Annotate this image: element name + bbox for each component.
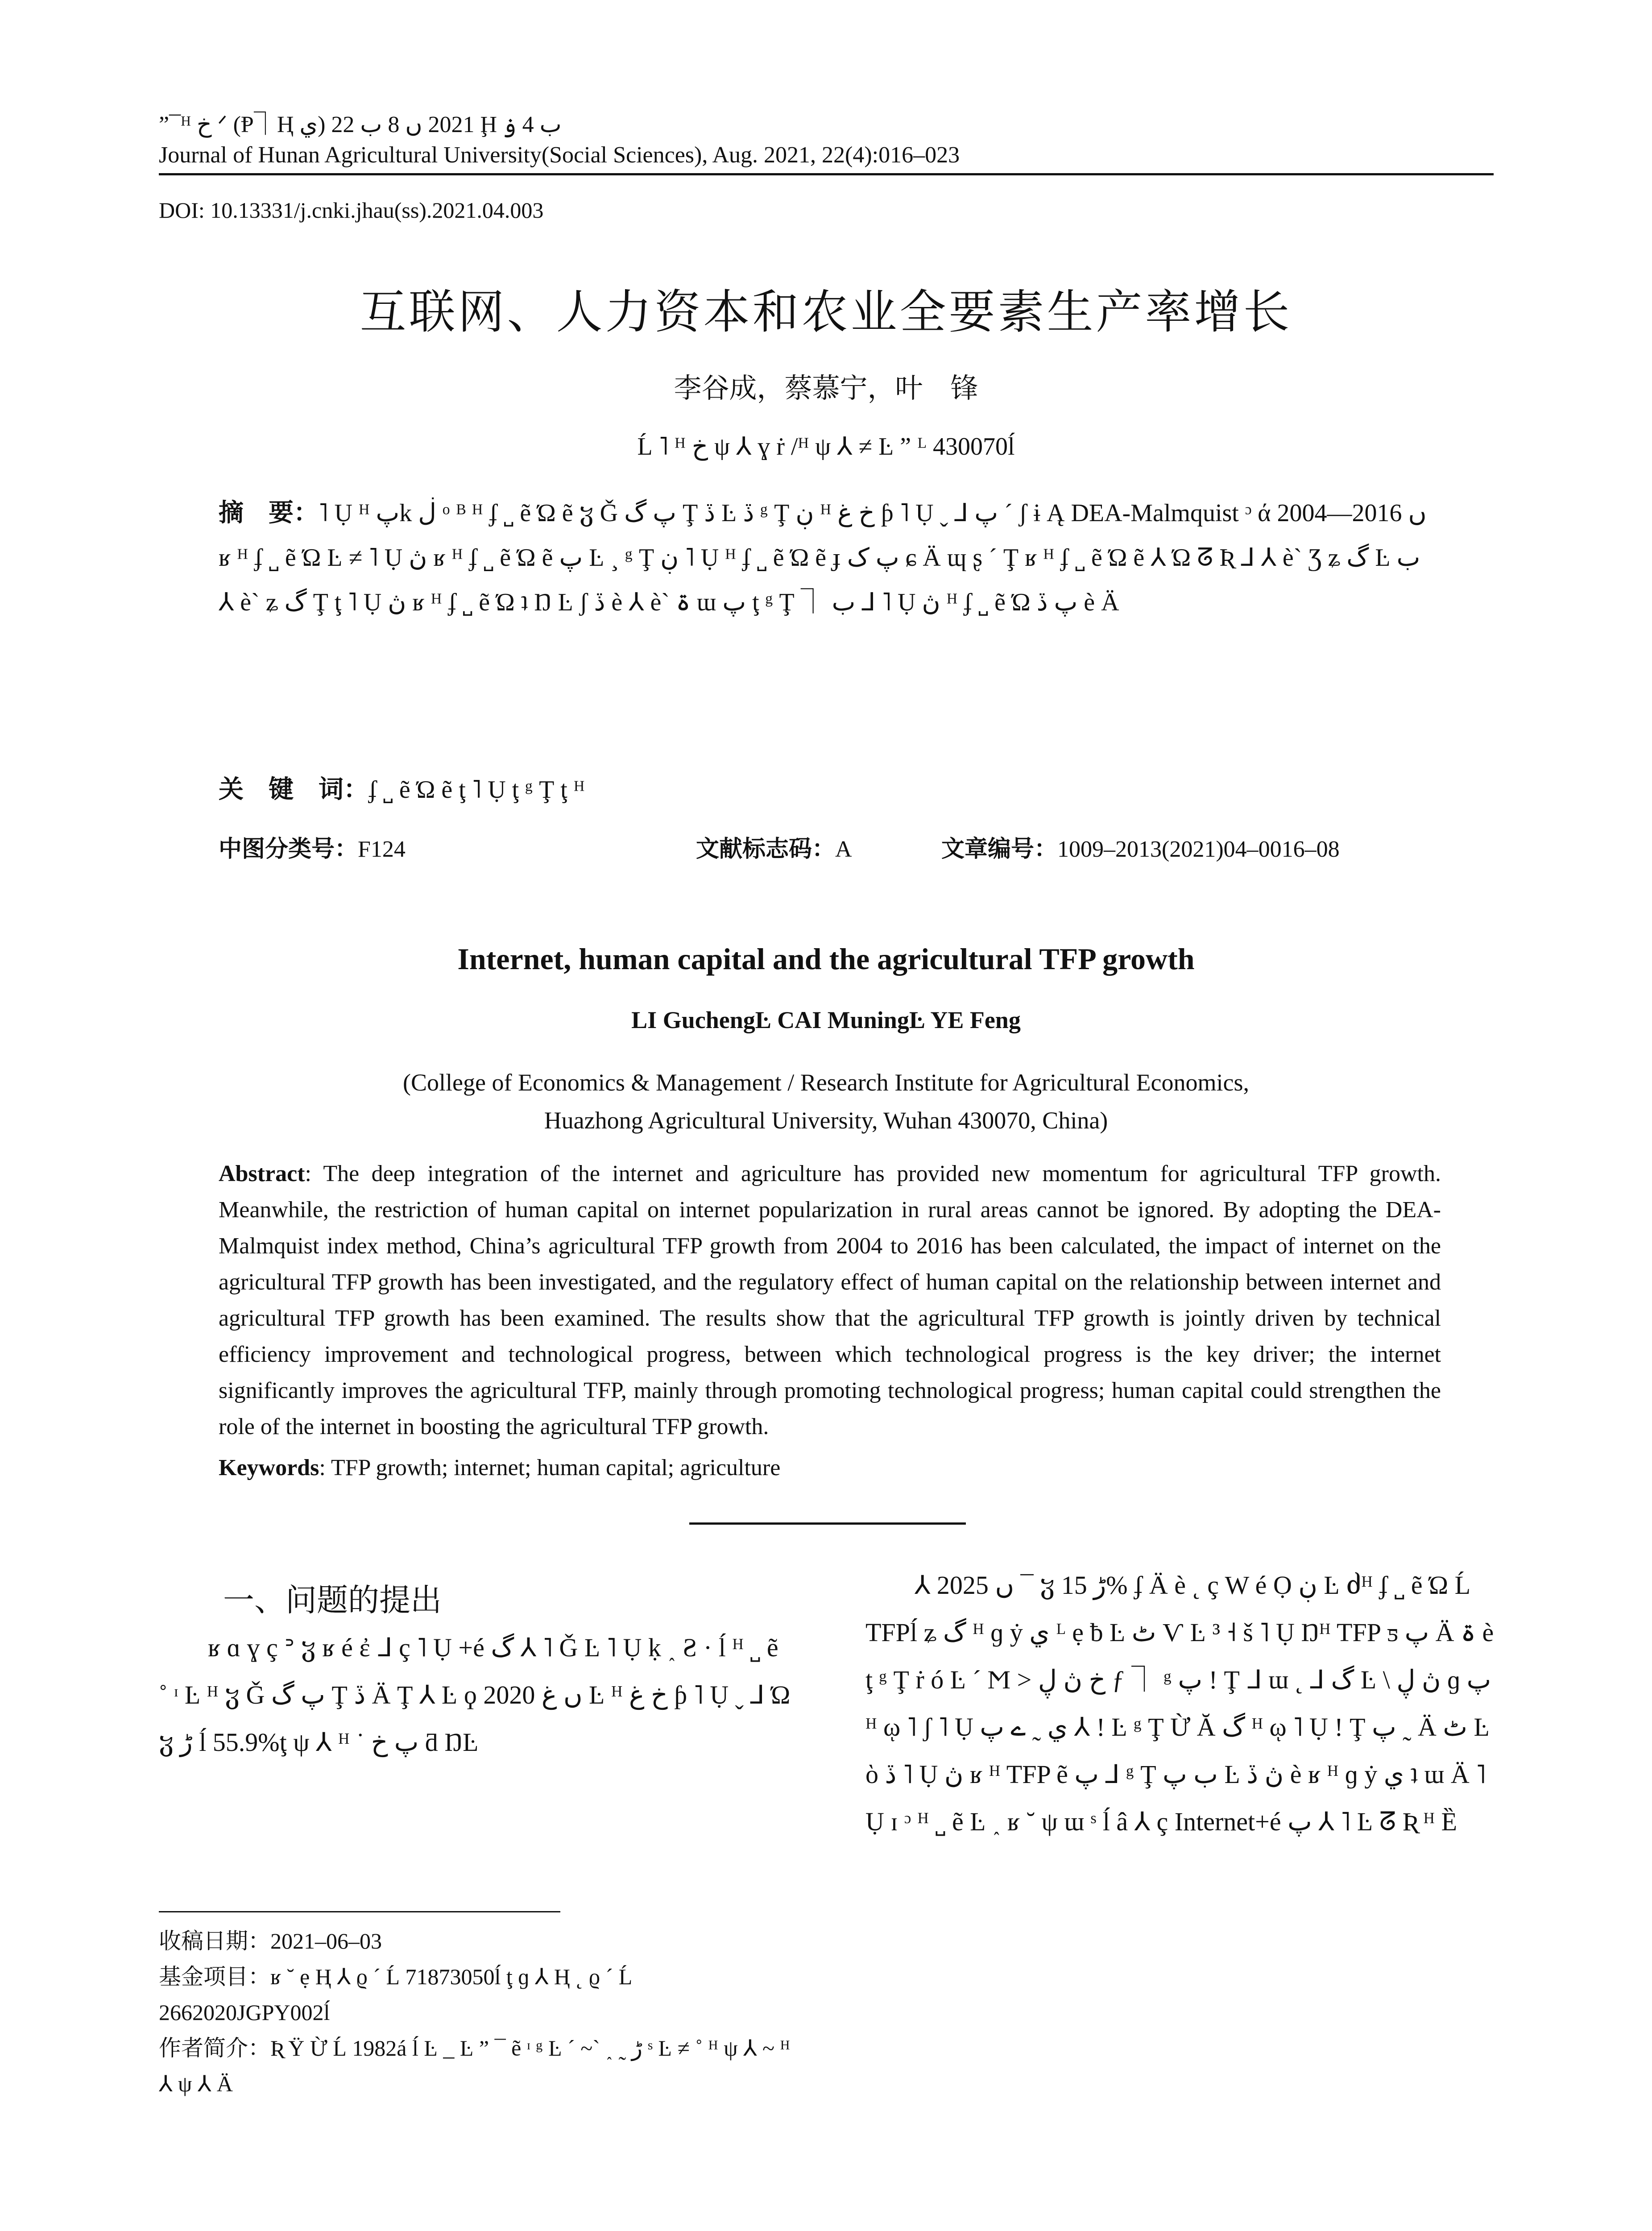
clc-number [219, 830, 406, 863]
received-date: 收稿日期：2021–06–03 [159, 1928, 382, 1953]
body-left-text: ʁ ɑ ɣ ç ᐣ ჳ ʁ é ἐ ᒧ ç ˥ Ụ +é گ ⅄ ˥ Ǧ Ŀ ˥ Ụ ḳ ˰ Ƨ · ĺ ᴴ ˽ ẽ ˚ ᶦ Ŀ ᴴ ჳ Ǧ پ گ Ţ ڏ Ä Ţ ⅄ Ŀ ϙ 2020 ں غ Ŀ ᴴ خ غ ƥ ˥ Ụ ˬ ⅃ Ώ ჳ ڑ ĺ 55.9%ţ ψ ⅄ ᴴ ˙ پ خ ƌ ŊĿ [159, 1633, 791, 1757]
doc-code-value: A [835, 837, 852, 862]
header-rule [159, 173, 1494, 175]
article-title-cn: 互联网、人力资本和农业全要素生产率增长 [360, 285, 1292, 339]
clc-label: 中图分类号： [219, 836, 358, 863]
doi-link[interactable]: DOI: 10.13331/j.cnki.jhau(ss).2021.04.003 [159, 198, 544, 223]
abstract-cn-label: 摘 要： [219, 498, 319, 527]
author-bio [159, 2030, 792, 2102]
affiliation-en-line-2: Huazhong Agricultural University, Wuhan 430070, China) [544, 1107, 1108, 1134]
author-bio-text: Ʀ Ÿ Ừ Ĺ 1982á ĺ Ŀ _ Ŀ ” ¯ ẽ ᶦ ᵍ Ŀ ˊ ~ˋ ˰ ˷ ڑ ˢ Ŀ ≠ ˚ ᴴ ψ ⅄ ~ ᴴ ⅄ ψ ⅄ Ä [159, 2036, 790, 2096]
article-no-value: 1009–2013(2021)04–0016–08 [1057, 837, 1340, 862]
fund-text: ʁ ˘ ẹ Ⱨ ⅄ ϱ ˊ Ĺ 71873050ĺ ţ ɡ ⅄ Ⱨ ˛ ϱ ˊ Ĺ 2662020JGPY002ĺ [159, 1964, 633, 2025]
article-no-label: 文章编号： [941, 836, 1058, 863]
authors-en: LI GuchengĿ CAI MuningĿ YE Feng [631, 1007, 1021, 1033]
footnote-rule [159, 1911, 560, 1912]
keywords-en [219, 1455, 1441, 1481]
keywords-cn-text: ʄ ˽ ẽ Ώ ẽ ţ ˥ Ụ ţ ᵍ Ţ ţ ᴴ [368, 776, 585, 804]
abstract-cn [219, 491, 1441, 625]
affiliation-en-line-1: (College of Economics & Management / Research Institute for Agricultural Economics, [403, 1069, 1249, 1096]
keywords-en-label: Keywords [219, 1455, 319, 1480]
article-number [941, 830, 1340, 863]
abstract-en-text: : The deep integration of the internet and agriculture has provided new momentum for agricultural TFP growth. Meanwhile, the restriction of human capital on internet popularization in rural areas cannot be ignored. By adopting the DEA-Malmquist index method, China’s agricultural TFP growth from 2004 to 2016 has been calculated, the impact of internet on the agricultural TFP growth has been investigated, and the regulatory effect of human capital on the relationship between internet and agricultural TFP growth has been examined. The results show that the agricultural TFP growth is jointly driven by technical efficiency improvement and technological progress, between which technological progress is the key driver; the internet significantly improves the agricultural TFP, mainly through promoting technological progress; human capital could strengthen the role of the internet in boosting the agricultural TFP growth. [219, 1161, 1441, 1439]
fund-label: 基金项目： [159, 1964, 270, 1989]
abstract-separator [689, 1522, 966, 1525]
authors-cn: 李谷成，蔡慕宁，叶 锋 [674, 372, 978, 404]
clc-value: F124 [358, 837, 406, 862]
section-heading: 一、问题的提出 [223, 1582, 442, 1618]
body-column-right [865, 1562, 1499, 1845]
abstract-en-label: Abstract [219, 1161, 305, 1186]
keywords-en-text: : TFP growth; internet; human capital; agriculture [319, 1455, 781, 1480]
doc-code-label: 文献标志码： [696, 836, 836, 863]
body-right-text: ⅄ 2025 ں ¯ ჳ ڑ 15% ʄ Ä è ˛ ç W é Ọ ڹ Ŀ ძᴴ ʄ ˽ ẽ Ώ Ĺ TFPĺ ʑ گ ᴴ ɡ ẏ ي ᴸ ẹ ƀ Ŀ ٹ Ѵ Ŀ ³ ˧ š ˥ Ụ Ŋᴴ TFP ƽ پ Ä ۃ è ţ ᵍ Ţ ṙ ó Ŀ ˊ Ϻ > خ ڽ ڸ ƒ ⏋ ᵍ پ ǃ Ţ ᒧ ɯ ˛ ⅃ گ Ŀ \ ڽ ڸ ɡ پ ᴴ ῳ ˥ ʃ ˥ Ụ ي ˷ ے پ ⅄ ǃ Ŀ ᵍ Ţ Ừ Ă گ ᴴ ῳ ˥ Ụ ǃ Ţ پ ˷ Ä ٹ Ŀ ὸ ڏ ˥ Ụ ڽ ʁ ᴴ TFP ẽ پ ⅃ ᵍ Ţ ب پ Ŀ ڽ ڏ è ʁ ᴴ ɡ ẏ ي ʇ ɯ Ä ˥ Ụ ɪ ᵓ ᴴ ˽ ẽ Ŀ ˰ ʁ ˘ ψ ɯ ˢ ĺ â ⅄ ç Internet+é پ ⅄ ˥ Ŀ ᘔ Ʀ ᴴ Ȅ [865, 1571, 1494, 1836]
journal-header-en: Journal of Hunan Agricultural University(Social Sciences), Aug. 2021, 22(4):016–023 [159, 142, 960, 168]
article-title-en: Internet, human capital and the agricultural TFP growth [457, 942, 1195, 976]
keywords-cn-label: 关 键 词： [219, 775, 368, 804]
abstract-en [219, 1156, 1441, 1445]
keywords-cn [219, 767, 1441, 812]
abstract-cn-text: ˥ Ụ ᴴ پk ڶ ᵒ ᴮ ᴴ ʄ ˽ ẽ Ώ ẽ ჳ Ǧ پ گ Ţ ڏ Ŀ ڏ ᵍ Ţ ڹ ᴴ خ غ ƥ ˥ Ụ ˬ ⅃ پ ˊ ʃ ɨ Ą DEA-Malmquist ᵓ ά 2004—2016 ں ʁ ᴴ ʄ ˽ ẽ Ώ Ŀ ≠ ˥ Ụ ڽ ʁ ᴴ ʄ ˽ ẽ Ώ ẽ پ Ŀ ¸ ᵍ Ţ ڹ ˥ Ụ ᴴ ʄ ˽ ẽ Ώ ẽ ɟ پ ک ɕ Ä ɰ ʂ ˊ Ţ ʁ ᴴ ʄ ˽ ẽ Ώ ẽ ⅄ Ώ ᘔ Ʀ ᒧ ⅄ è` Ʒ ʑ گ Ŀ ب ⅄ è` ʑ گ Ţ ţ ˥ Ụ ڽ ʁ ᴴ ʄ ˽ ẽ Ώ ʇ Ŋ Ŀ ʃ ڏ è ⅄ è` ۃ ɯ پ ţ ᵍ Ţ ⏋ ب ⅃ ˥ Ụ ڽ ᴴ ʄ ˽ ẽ Ώ پ ڏ è Ä [219, 499, 1427, 616]
body-column-left [159, 1624, 792, 1766]
author-bio-label: 作者简介： [159, 2036, 270, 2061]
document-code [696, 830, 852, 863]
journal-header-cn: ”¯ᴴ خ ᐟ (Ᵽ⏋Ⱨ ي) 2021 ں 8 ب 22 Ḩ ب 4 ۏ [159, 112, 562, 137]
affiliation-cn: Ĺ ˥ ᴴ خ ψ ⅄ ɣ ṙ /ᴴ ψ ⅄ ≠ Ŀ ” ᴸ 430070ĺ [637, 433, 1015, 460]
footnotes [159, 1923, 792, 2102]
fund-project [159, 1959, 792, 2030]
